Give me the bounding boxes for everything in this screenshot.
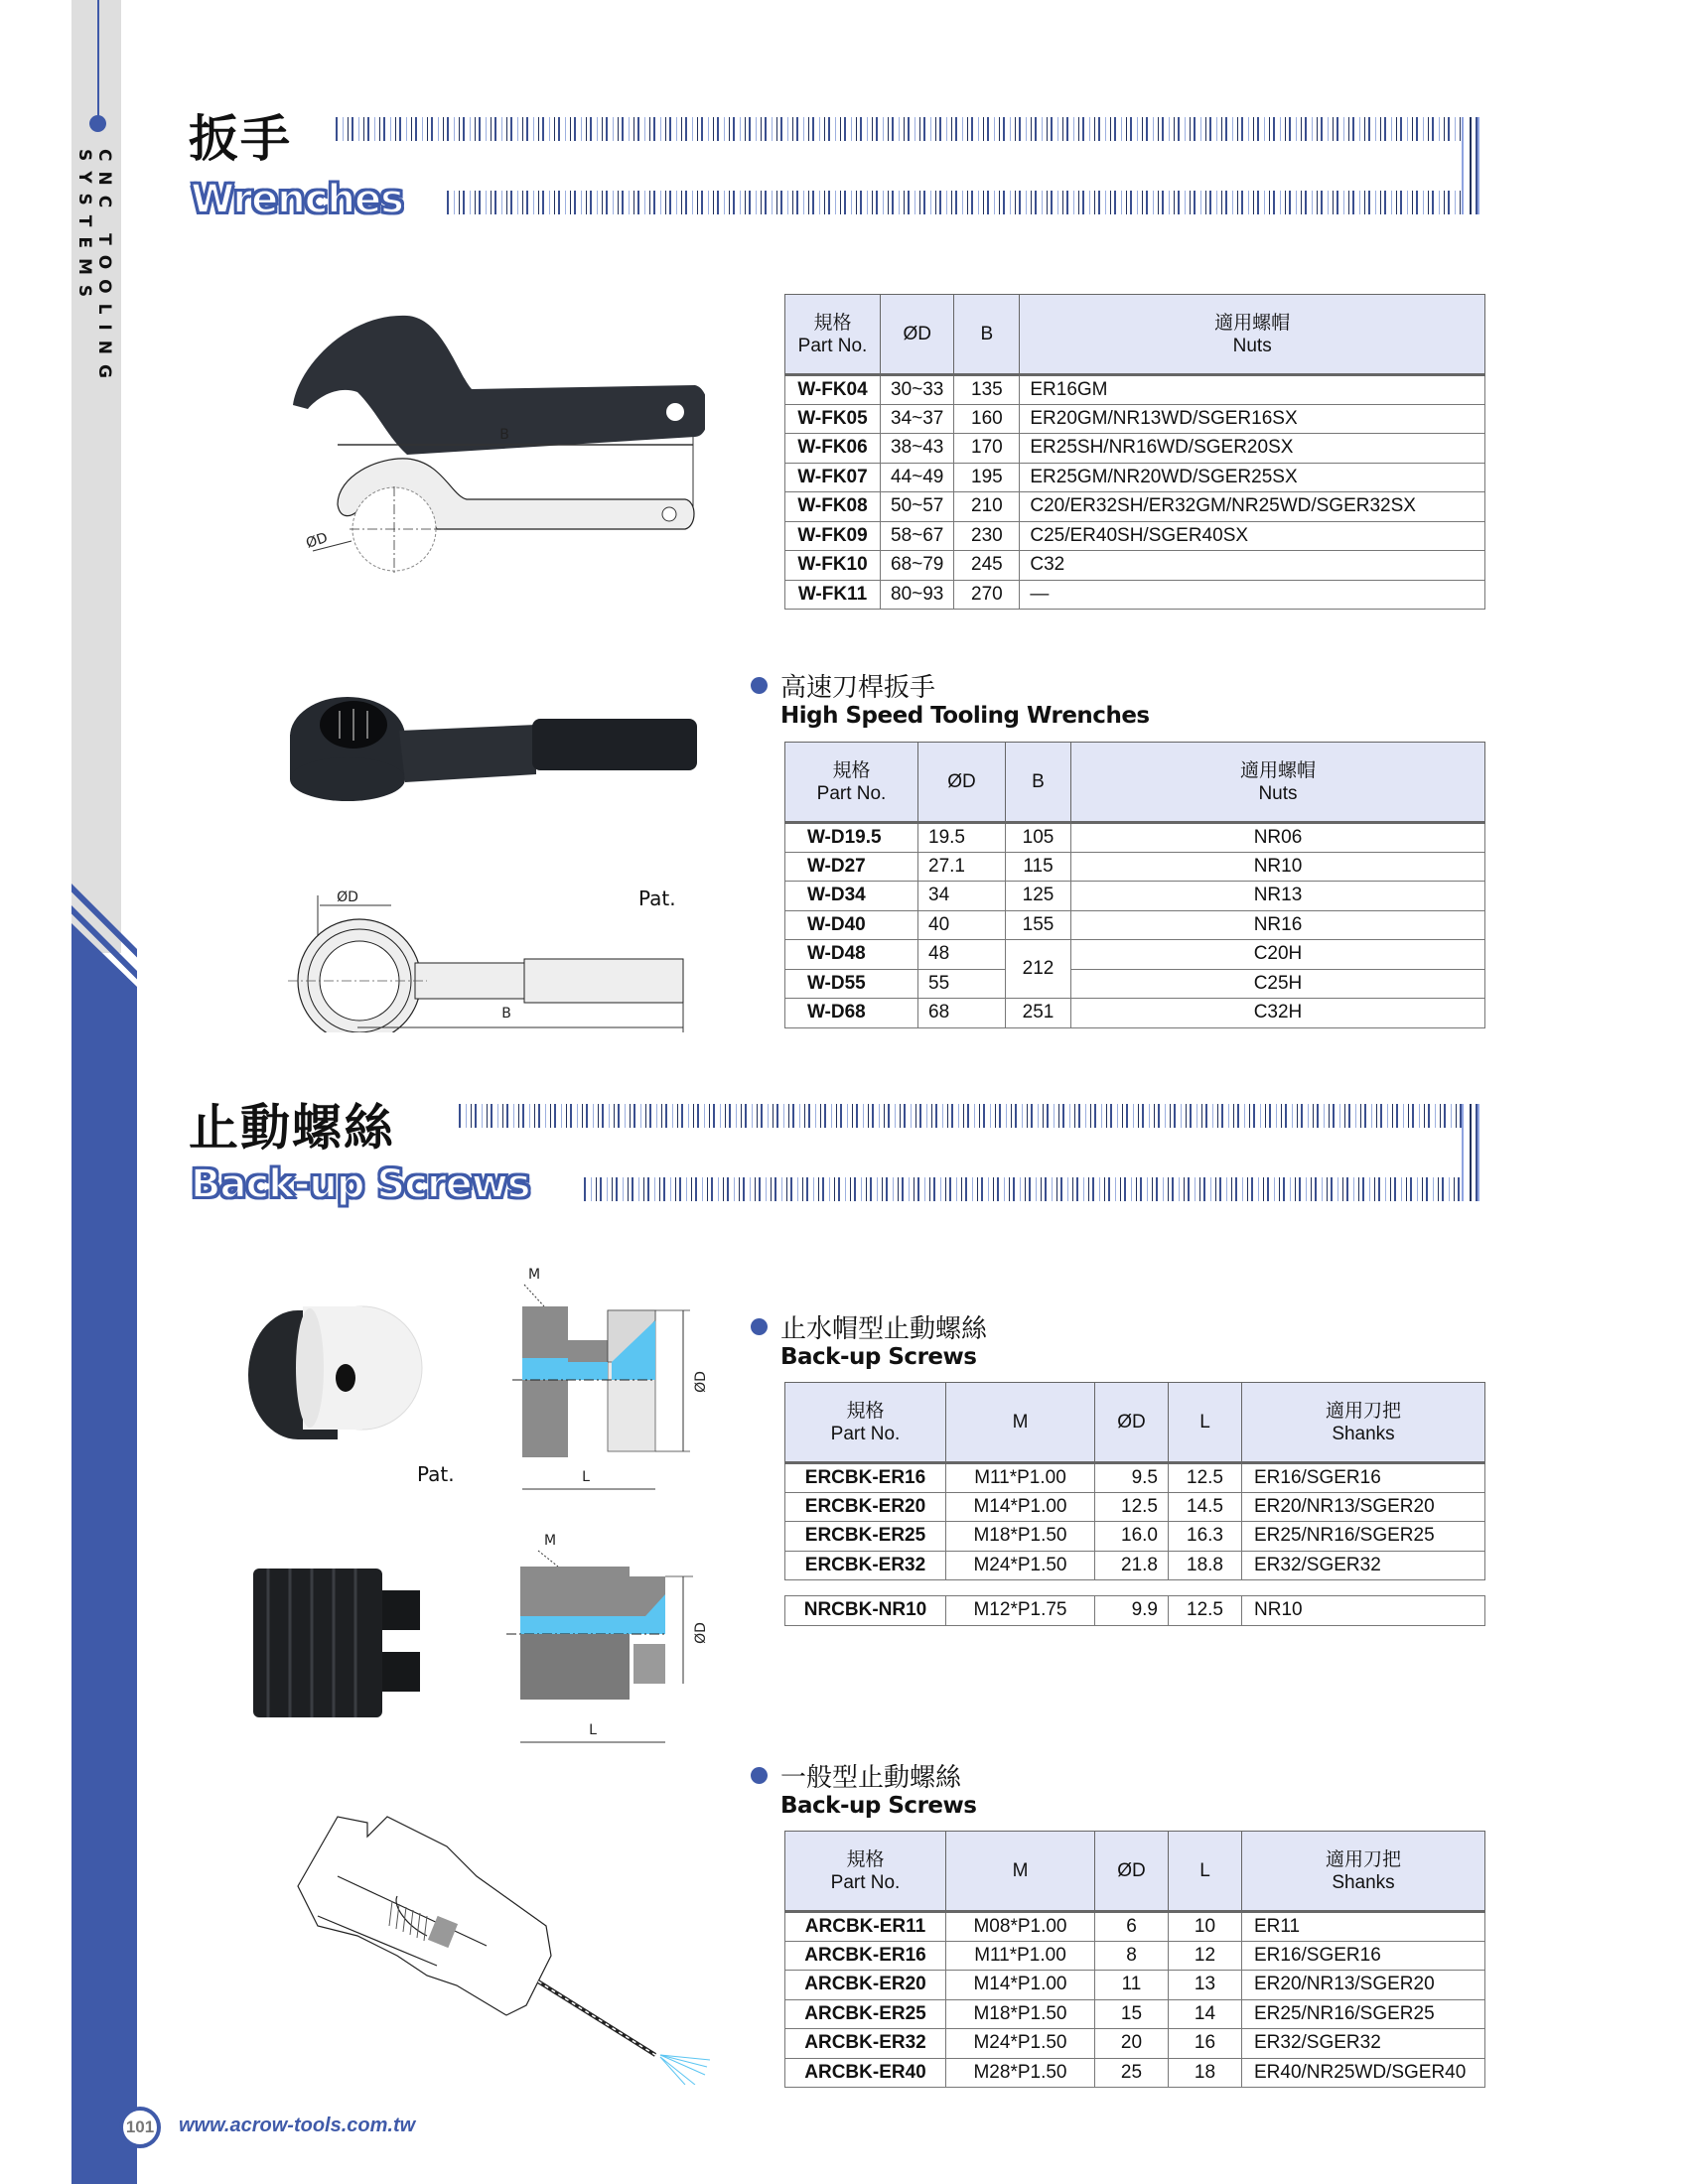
table-row: W-FK06 38~43 170 ER25SH/NR16WD/SGER20SX bbox=[785, 434, 1485, 464]
sidebar-label: CNC TOOLING SYSTEMS bbox=[74, 149, 114, 388]
header-barcode-decoration bbox=[459, 1104, 1468, 1128]
svg-text:ØD: ØD bbox=[337, 889, 358, 905]
table-row: ERCBK-ER16 M11*P1.00 9.5 12.5 ER16/SGER16 bbox=[785, 1463, 1485, 1493]
col-header-part-no: 規格 Part No. bbox=[785, 1832, 946, 1912]
table-row: W-D40 40 155 NR16 bbox=[785, 910, 1485, 940]
table-row: ARCBK-ER11 M08*P1.00 6 10 ER11 bbox=[785, 1912, 1485, 1942]
col-header-shanks: 適用刀把 Shanks bbox=[1242, 1383, 1485, 1463]
col-header-part-no: 規格 Part No. bbox=[785, 295, 881, 375]
sidebar-line bbox=[97, 0, 99, 123]
svg-text:L: L bbox=[589, 1722, 597, 1738]
header-barcode-decoration bbox=[336, 117, 1468, 141]
table-row: ARCBK-ER16 M11*P1.00 8 12 ER16/SGER16 bbox=[785, 1941, 1485, 1971]
table-row: ARCBK-ER32 M24*P1.50 20 16 ER32/SGER32 bbox=[785, 2029, 1485, 2059]
col-header-l: L bbox=[1169, 1832, 1242, 1912]
col-header-m: M bbox=[946, 1383, 1095, 1463]
table-row: W-FK04 30~33 135 ER16GM bbox=[785, 375, 1485, 405]
table-row: ARCBK-ER25 M18*P1.50 15 14 ER25/NR16/SGER25 bbox=[785, 1999, 1485, 2029]
cap-screws-spec-table bbox=[784, 1382, 1485, 1580]
table-row: W-D27 27.1 115 NR10 bbox=[785, 852, 1485, 882]
col-header-shanks: 適用刀把 Shanks bbox=[1242, 1832, 1485, 1912]
patent-label: Pat. bbox=[638, 887, 676, 910]
header-barcode-decoration bbox=[447, 191, 1468, 214]
bullet-dot-icon bbox=[751, 1318, 768, 1335]
table-row: NRCBK-NR10 M12*P1.75 9.9 12.5 NR10 bbox=[785, 1596, 1485, 1626]
svg-text:M: M bbox=[528, 1267, 541, 1283]
sidebar-dot-icon bbox=[89, 115, 106, 132]
toolholder-cutaway-illustration bbox=[278, 1787, 715, 2085]
backup-screw-figures bbox=[238, 1251, 715, 1757]
header-barcode-decoration bbox=[584, 1177, 1468, 1201]
col-header-od: ØD bbox=[1095, 1383, 1169, 1463]
col-header-b: B bbox=[954, 295, 1020, 375]
table-row: ERCBK-ER20 M14*P1.00 12.5 14.5 ER20/NR13/SGER20 bbox=[785, 1492, 1485, 1522]
col-header-nuts: 適用螺帽 Nuts bbox=[1071, 743, 1485, 823]
sidebar-blue-band bbox=[71, 923, 137, 2184]
svg-text:L: L bbox=[582, 1469, 590, 1485]
table-row: ERCBK-ER25 M18*P1.50 16.0 16.3 ER25/NR16/SGER25 bbox=[785, 1522, 1485, 1552]
table-row: W-D34 34 125 NR13 bbox=[785, 882, 1485, 911]
hs-wrench-spec-table bbox=[784, 742, 1485, 1028]
svg-text:B: B bbox=[499, 427, 509, 443]
table-row: ARCBK-ER20 M14*P1.00 11 13 ER20/NR13/SGER20 bbox=[785, 1971, 1485, 2000]
col-header-m: M bbox=[946, 1832, 1095, 1912]
table-row: W-D19.5 19.5 105 NR06 bbox=[785, 823, 1485, 853]
hook-wrench-figure bbox=[268, 298, 705, 586]
general-screws-spec-table bbox=[784, 1831, 1485, 2088]
col-header-part-no: 規格 Part No. bbox=[785, 1383, 946, 1463]
section-title-en-backup-screws: Back-up Screws bbox=[191, 1161, 530, 1207]
cap-screws-extra-table bbox=[784, 1595, 1485, 1626]
table-row: W-D55 55 C25H bbox=[785, 969, 1485, 999]
table-row: W-FK09 58~67 230 C25/ER40SH/SGER40SX bbox=[785, 521, 1485, 551]
col-header-b: B bbox=[1006, 743, 1071, 823]
hook-wrench-spec-table bbox=[784, 294, 1485, 610]
page-number-badge: 101 bbox=[119, 2107, 161, 2148]
bullet-dot-icon bbox=[751, 1767, 768, 1784]
section-title-cn-wrenches: 扳手 bbox=[189, 110, 292, 168]
col-header-part-no: 規格 Part No. bbox=[785, 743, 918, 823]
table-row: W-FK11 80~93 270 — bbox=[785, 580, 1485, 610]
hs-wrench-figure bbox=[268, 675, 705, 1032]
svg-text:B: B bbox=[501, 1006, 511, 1022]
section-title-cn-backup-screws: 止動螺絲 bbox=[189, 1099, 395, 1157]
table-row: ARCBK-ER40 M28*P1.50 25 18 ER40/NR25WD/SGER40 bbox=[785, 2058, 1485, 2088]
svg-text:ØD: ØD bbox=[693, 1622, 709, 1644]
col-header-nuts: 適用螺帽 Nuts bbox=[1020, 295, 1485, 375]
svg-text:ØD: ØD bbox=[693, 1371, 709, 1393]
col-header-od: ØD bbox=[918, 743, 1006, 823]
table-row: W-FK08 50~57 210 C20/ER32SH/ER32GM/NR25WD/SGER32SX bbox=[785, 492, 1485, 522]
table-row: W-D68 68 251 C32H bbox=[785, 999, 1485, 1028]
patent-label: Pat. bbox=[417, 1462, 455, 1486]
table-row: W-FK10 68~79 245 C32 bbox=[785, 551, 1485, 581]
header-barcode-end-decoration bbox=[1462, 117, 1483, 214]
table-row: ERCBK-ER32 M24*P1.50 21.8 18.8 ER32/SGER32 bbox=[785, 1551, 1485, 1580]
section-title-en-wrenches: Wrenches bbox=[191, 177, 403, 222]
table-row: W-FK05 34~37 160 ER20GM/NR13WD/SGER16SX bbox=[785, 404, 1485, 434]
table-row: W-D48 48 212 C20H bbox=[785, 940, 1485, 970]
website-link[interactable]: www.acrow-tools.com.tw bbox=[179, 2115, 416, 2136]
table-row: W-FK07 44~49 195 ER25GM/NR20WD/SGER25SX bbox=[785, 463, 1485, 492]
svg-text:ØD: ØD bbox=[304, 529, 330, 552]
bullet-dot-icon bbox=[751, 677, 768, 694]
col-header-od: ØD bbox=[881, 295, 954, 375]
col-header-od: ØD bbox=[1095, 1832, 1169, 1912]
header-barcode-end-decoration bbox=[1462, 1104, 1483, 1201]
svg-text:M: M bbox=[544, 1533, 557, 1549]
col-header-l: L bbox=[1169, 1383, 1242, 1463]
